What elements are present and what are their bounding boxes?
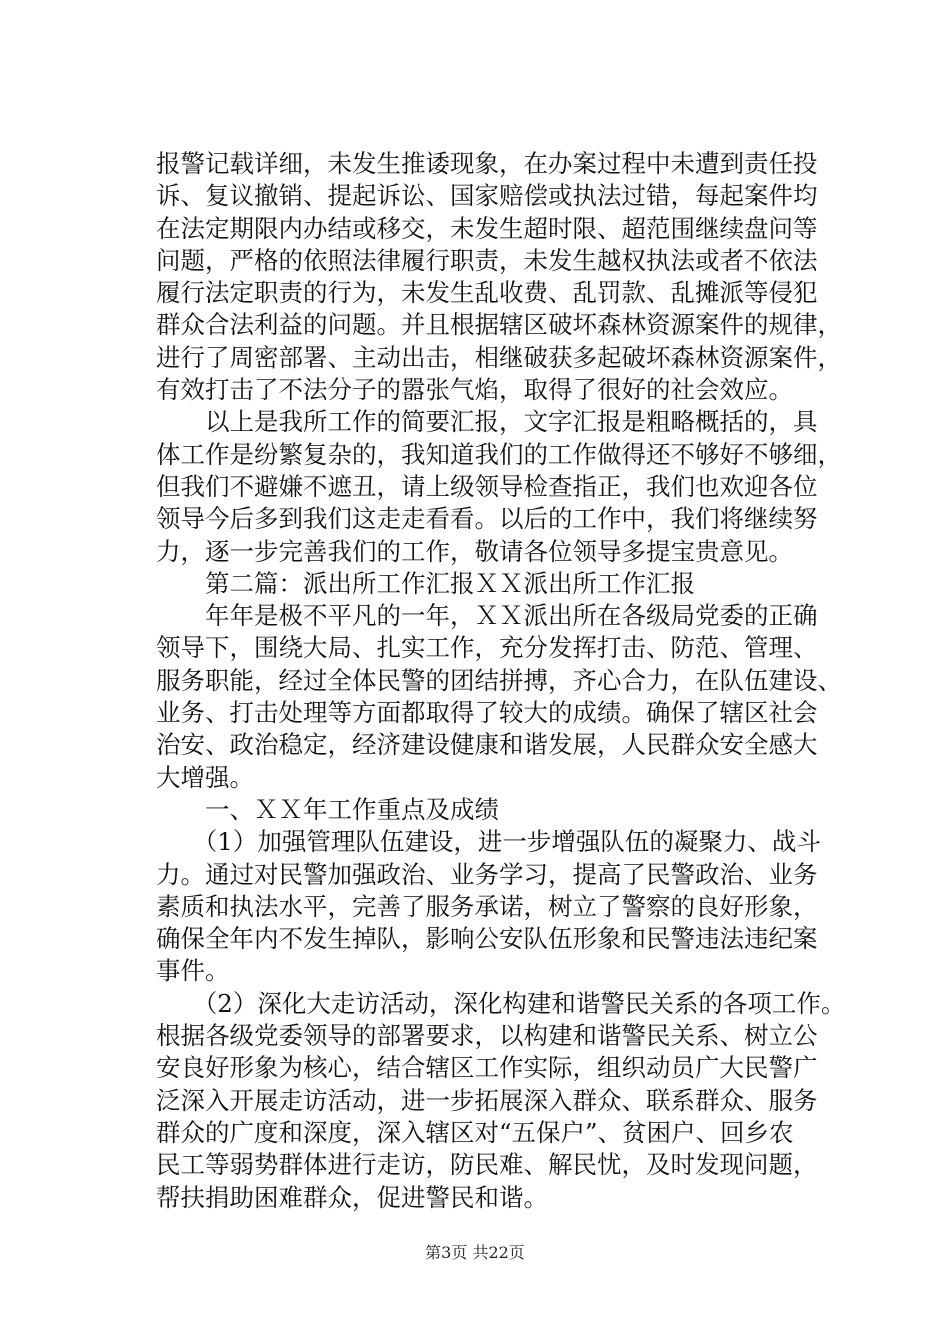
page-number-footer: 第3页 共22页	[425, 1243, 525, 1262]
text-line: （1）加强管理队伍建设，进一步增强队伍的凝聚力、战斗	[156, 827, 821, 857]
text-line: 帮扶捐助困难群众，促进警民和谐。	[156, 1182, 548, 1212]
text-line: 确保全年内不发生掉队，影响公安队伍形象和民警违法违纪案	[156, 924, 818, 954]
text-line: 安良好形象为核心，结合辖区工作实际，组织动员广大民警广	[156, 1053, 818, 1083]
text-line: 服务职能，经过全体民警的团结拼搏，齐心合力，在队伍建设、	[156, 665, 842, 695]
text-line: 一、ＸＸ年工作重点及成绩	[156, 794, 499, 824]
text-line: 以上是我所工作的简要汇报，文字汇报是粗略概括的，具	[156, 407, 818, 437]
text-line: 年年是极不平凡的一年，ＸＸ派出所在各级局党委的正确	[156, 601, 818, 631]
text-line: 体工作是纷繁复杂的，我知道我们的工作做得还不够好不够细，	[156, 439, 842, 469]
text-line: 进行了周密部署、主动出击，相继破获多起破坏森林资源案件，	[156, 342, 842, 372]
text-line: 根据各级党委领导的部署要求，以构建和谐警民关系、树立公	[156, 1021, 818, 1051]
text-line: 民工等弱势群体进行走访，防民难、解民忧，及时发现问题，	[156, 1150, 818, 1180]
text-line: 履行法定职责的行为，未发生乱收费、乱罚款、乱摊派等侵犯	[156, 278, 818, 308]
text-line: 业务、打击处理等方面都取得了较大的成绩。确保了辖区社会	[156, 698, 818, 728]
text-line: 领导下，围绕大局、扎实工作，充分发挥打击、防范、管理、	[156, 633, 818, 663]
text-line: 群众的广度和深度，深入辖区对“五保户”、贫困户、回乡农	[156, 1117, 794, 1147]
text-line: 问题，严格的依照法律履行职责，未发生越权执法或者不依法	[156, 245, 818, 275]
document-body	[156, 148, 856, 1214]
text-line: （2）深化大走访活动，深化构建和谐警民关系的各项工作。	[156, 988, 846, 1018]
text-line: 力。通过对民警加强政治、业务学习，提高了民警政治、业务	[156, 859, 818, 889]
text-line: 报警记载详细，未发生推诿现象，在办案过程中未遭到责任投	[156, 149, 818, 178]
text-line: 力，逐一步完善我们的工作，敬请各位领导多提宝贵意见。	[156, 536, 793, 566]
text-line: 第二篇：派出所工作汇报ＸＸ派出所工作汇报	[156, 568, 695, 598]
text-line: 诉、复议撤销、提起诉讼、国家赔偿或执法过错，每起案件均	[156, 181, 818, 211]
text-line: 大增强。	[156, 762, 254, 792]
text-line: 在法定期限内办结或移交，未发生超时限、超范围继续盘问等	[156, 213, 818, 243]
text-line: 领导今后多到我们这走走看看。以后的工作中，我们将继续努	[156, 504, 818, 534]
text-line: 群众合法利益的问题。并且根据辖区破坏森林资源案件的规律，	[156, 310, 842, 340]
text-line: 但我们不避嫌不遮丑，请上级领导检查指正，我们也欢迎各位	[156, 471, 818, 501]
text-line: 事件。	[156, 956, 230, 986]
text-line: 有效打击了不法分子的嚣张气焰，取得了很好的社会效应。	[156, 375, 793, 405]
text-line: 素质和执法水平，完善了服务承诺，树立了警察的良好形象，	[156, 891, 818, 921]
text-line: 治安、政治稳定，经济建设健康和谐发展，人民群众安全感大	[156, 730, 818, 760]
text-line: 泛深入开展走访活动，进一步拓展深入群众、联系群众、服务	[156, 1085, 818, 1115]
